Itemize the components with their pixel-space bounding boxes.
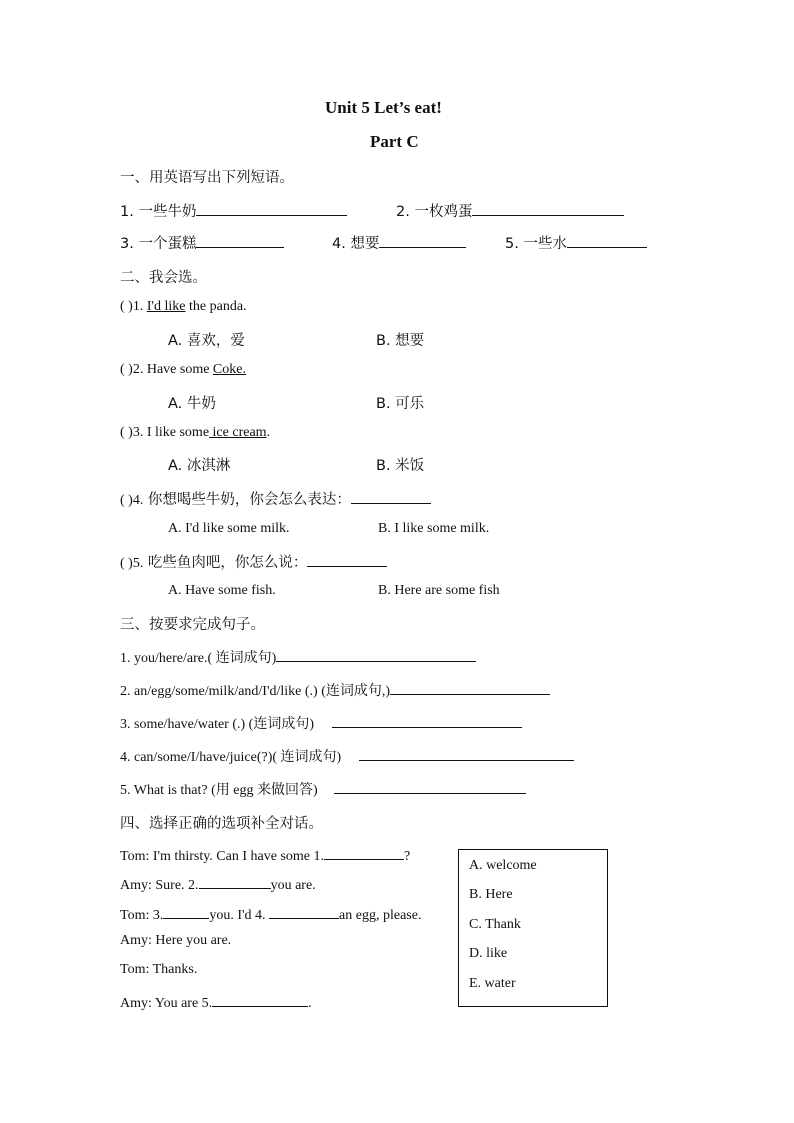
section-3-heading: 三、按要求完成句子。 — [120, 617, 265, 633]
s1-q1 — [120, 200, 347, 221]
s1-q2-label: 2. 一枚鸡蛋 — [396, 204, 473, 220]
answer-blank[interactable] — [269, 904, 339, 919]
dialog-line-4: Amy: Here you are. — [120, 933, 232, 948]
dialog-text: you. I'd 4. — [209, 908, 270, 923]
option-d: D. like — [469, 946, 508, 961]
q-text: Have some — [143, 362, 213, 377]
page-subtitle: Part C — [370, 132, 419, 151]
page-title: Unit 5 Let’s eat! — [325, 98, 442, 117]
dialog-line-3 — [120, 904, 421, 924]
section-2-heading: 二、我会选。 — [120, 270, 207, 286]
underlined-phrase: ice cream — [209, 425, 267, 440]
s2-q2-option-b[interactable]: B. 可乐 — [376, 396, 425, 412]
word-bank-box — [458, 849, 608, 1007]
dialog-text: an egg, please. — [339, 908, 422, 923]
q-text: 你想喝些牛奶，你会怎么表达： — [143, 492, 351, 508]
underlined-phrase: Coke. — [212, 362, 246, 377]
answer-blank[interactable] — [324, 845, 404, 860]
answer-blank[interactable] — [351, 489, 431, 504]
s2-q5-option-a[interactable]: A. Have some fish. — [168, 583, 276, 598]
answer-paren[interactable]: ( )2. — [120, 362, 144, 377]
s3-q5 — [120, 779, 526, 799]
answer-blank[interactable] — [379, 233, 466, 248]
answer-paren[interactable]: ( )1. — [120, 299, 144, 314]
dialog-text: Tom: 3. — [120, 908, 164, 923]
answer-blank[interactable] — [567, 233, 647, 248]
answer-blank[interactable] — [472, 201, 624, 216]
underlined-phrase: I'd like — [146, 299, 186, 314]
answer-blank[interactable] — [163, 904, 209, 919]
q-text: 3. some/have/water (.) (连词成句) — [120, 717, 314, 732]
answer-blank[interactable] — [212, 992, 308, 1007]
dialog-line-6 — [120, 992, 312, 1012]
answer-blank[interactable] — [390, 680, 550, 695]
s2-q3-option-b[interactable]: B. 米饭 — [376, 458, 425, 474]
s2-q3-option-a[interactable]: A. 冰淇淋 — [168, 458, 231, 474]
section-4-heading: 四、选择正确的选项补全对话。 — [120, 816, 323, 832]
answer-blank[interactable] — [332, 713, 522, 728]
s1-q2 — [396, 200, 624, 221]
dialog-text: you are. — [270, 878, 316, 893]
option-a: A. welcome — [469, 858, 537, 873]
section-1-heading: 一、用英语写出下列短语。 — [120, 170, 294, 186]
s2-q1-option-a[interactable]: A. 喜欢，爱 — [168, 333, 245, 349]
answer-blank[interactable] — [334, 779, 526, 794]
s2-q3 — [120, 425, 270, 441]
s2-q4 — [120, 488, 431, 509]
s2-q2 — [120, 362, 246, 378]
option-e: E. water — [469, 976, 516, 991]
answer-paren[interactable]: ( )4. — [120, 493, 144, 508]
option-b: B. Here — [469, 887, 513, 902]
q-text: 1. you/here/are.( 连词成句) — [120, 651, 277, 666]
s3-q1 — [120, 647, 476, 667]
q-text: 5. What is that? (用 egg 来做回答) — [120, 783, 318, 798]
s2-q1 — [120, 299, 247, 315]
q-text: the panda. — [185, 299, 247, 314]
q-text: 吃些鱼肉吧，你怎么说： — [143, 555, 308, 571]
s2-q5-option-b[interactable]: B. Here are some fish — [378, 583, 500, 598]
q-text: . — [266, 425, 271, 440]
answer-paren[interactable]: ( )5. — [120, 556, 144, 571]
s3-q2 — [120, 680, 550, 700]
q-text: 4. can/some/I/have/juice(?)( 连词成句) — [120, 750, 342, 765]
dialog-text: ? — [404, 849, 411, 864]
answer-blank[interactable] — [196, 233, 284, 248]
dialog-text: Tom: I'm thirsty. Can I have some 1. — [120, 849, 324, 864]
s1-q4-label: 4. 想要 — [332, 236, 380, 252]
dialog-text: . — [308, 996, 312, 1011]
dialog-line-2 — [120, 874, 316, 894]
s1-q3-label: 3. 一个蛋糕 — [120, 236, 197, 252]
s2-q1-option-b[interactable]: B. 想要 — [376, 333, 425, 349]
s1-q1-label: 1. 一些牛奶 — [120, 204, 197, 220]
q-text: 2. an/egg/some/milk/and/I'd/like (.) (连词成句,) — [120, 684, 391, 699]
s1-q5-label: 5. 一些水 — [505, 236, 567, 252]
answer-paren[interactable]: ( )3. — [120, 425, 144, 440]
answer-blank[interactable] — [196, 201, 347, 216]
dialog-line-1 — [120, 845, 410, 865]
option-c: C. Thank — [469, 917, 521, 932]
answer-blank[interactable] — [276, 647, 476, 662]
s2-q5 — [120, 551, 387, 572]
s2-q4-option-b[interactable]: B. I like some milk. — [378, 521, 490, 536]
s2-q4-option-a[interactable]: A. I'd like some milk. — [168, 521, 290, 536]
dialog-text: Amy: Sure. 2. — [120, 878, 199, 893]
s1-q5 — [505, 232, 647, 253]
answer-blank[interactable] — [359, 746, 574, 761]
s3-q4 — [120, 746, 574, 766]
s1-q4 — [332, 232, 466, 253]
s3-q3 — [120, 713, 522, 733]
s1-q3 — [120, 232, 284, 253]
q-text: I like some — [143, 425, 210, 440]
dialog-line-5: Tom: Thanks. — [120, 962, 198, 977]
answer-blank[interactable] — [307, 552, 387, 567]
dialog-text: Amy: You are 5. — [120, 996, 213, 1011]
answer-blank[interactable] — [199, 874, 271, 889]
s2-q2-option-a[interactable]: A. 牛奶 — [168, 396, 216, 412]
